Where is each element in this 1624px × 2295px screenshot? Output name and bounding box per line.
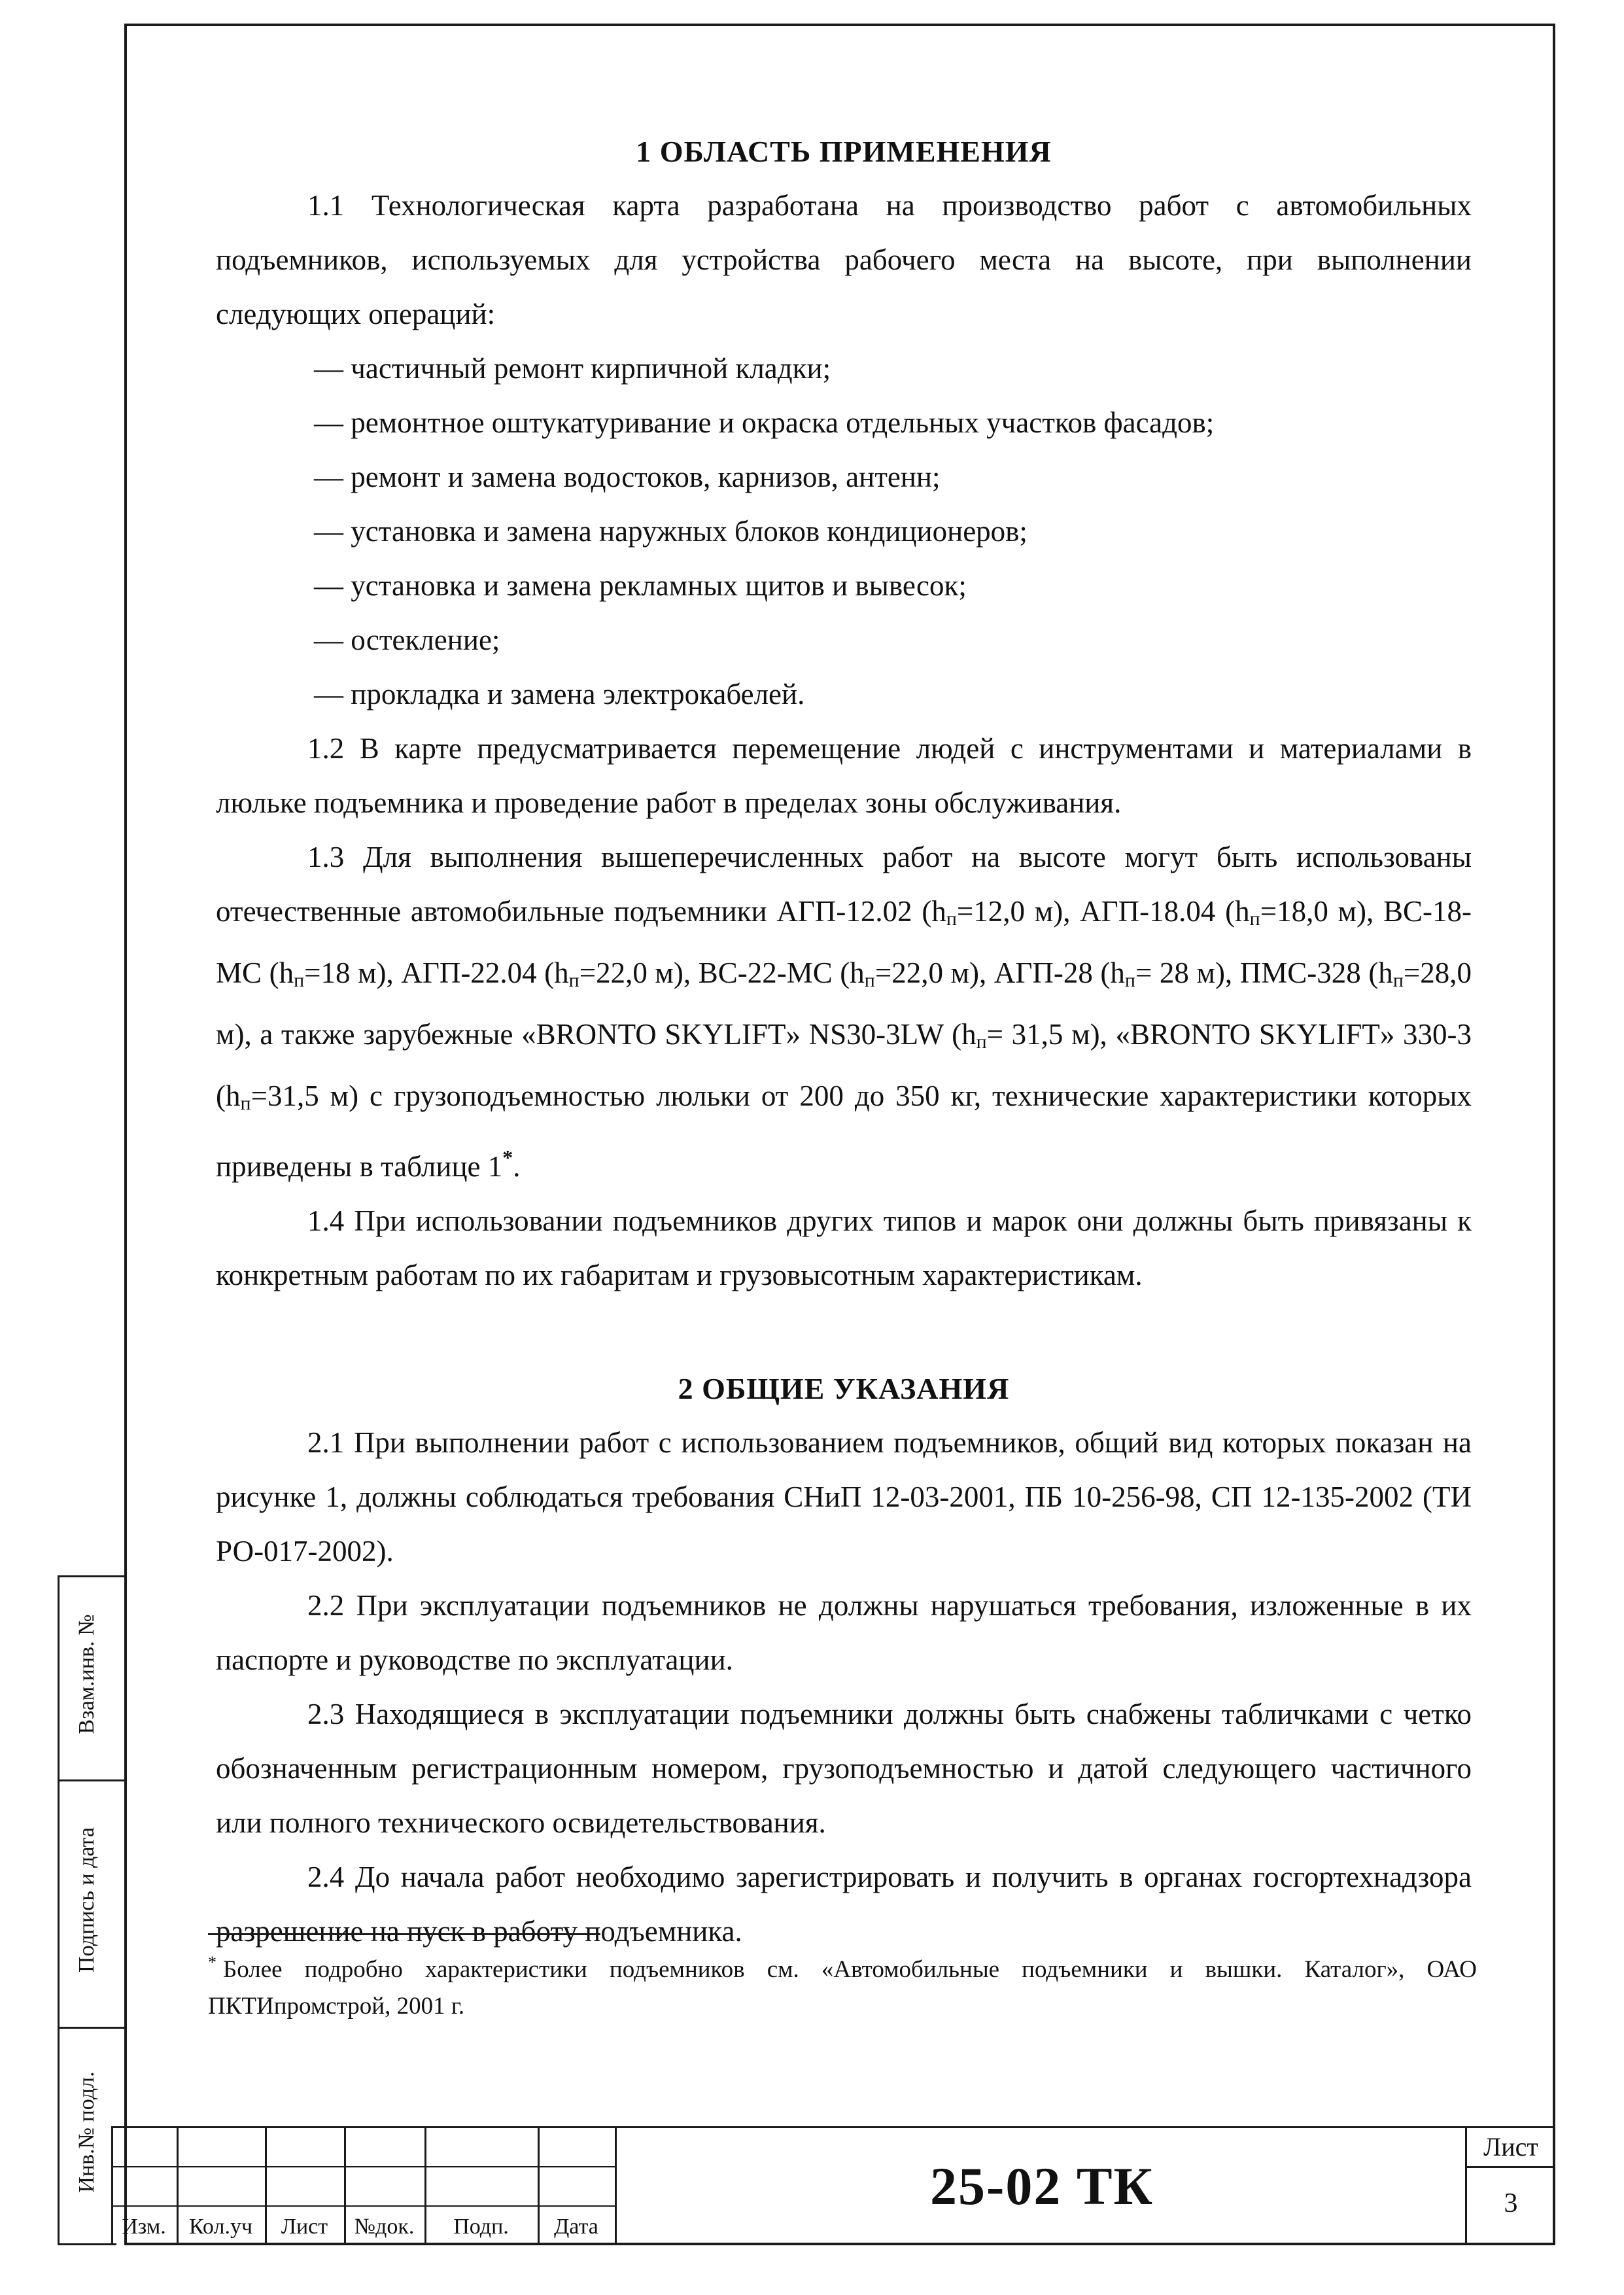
replacement-inventory-label: Взам.инв. № [75,1614,99,1734]
paragraph-2-4: 2.4 До начала работ необходимо зарегистрировать и получить в органах госгортехнадзора разрешение на пуск в работу подъемника. [216,1861,1472,1948]
footnote-divider [208,1933,600,1935]
paragraph-1-3: 1.3 Для выполнения вышеперечисленных работ на высоте могут быть использованы отечественные автомобильные подъемники АГП-12.02 ($h_п=12,0$ м), АГП-18.04 ($h_п=18,0$ м), ВС-18-МС ($h_п=18$ м), АГП-22.04 ($h_п=22,0$ м), ВС-22-МС ($h_п=22,0$ м), АГП-28 ($h_п= 28$ м), ПМС-328 ($h_п=28,0$ м), а также зарубежные «BRONTO SKYLIFT» NS30-3LW ($h_п= 31,5$ м), «BRONTO SKYLIFT» 330-3 ($h_п=31,5$ м) с грузоподъемностью люльки от 200 до 350 кг, технические характеристики которых приведены в таблице 1*. [216,841,1472,1183]
paragraph-1-2: 1.2 В карте предусматривается перемещение людей с инструментами и материалами в люльке подъемника и проведение работ в пределах зоны обслуживания. [216,732,1472,819]
column-header: №док. [354,2215,415,2239]
sheet-label: Лист [1467,2128,1555,2168]
column-header: Дата [554,2215,598,2239]
revision-table [111,2126,615,2245]
paragraph-1-4: 1.4 При использовании подъемников других типов и марок они должны быть привязаны к конкретным работам по их габаритам и грузовысотным характеристикам. [216,1204,1472,1291]
section-2-heading: 2 ОБЩИЕ УКАЗАНИЯ [678,1372,1010,1405]
section-1-heading: 1 ОБЛАСТЬ ПРИМЕНЕНИЯ [636,135,1052,168]
list-item: — ремонт и замена водостоков, карнизов, антенн; [314,461,941,493]
paragraph-2-1: 2.1 При выполнении работ с использованием подъемников, общий вид которых показан на рисунке 1, должны соблюдаться требования СНиП 12-03-2001, ПБ 10-256-98, СП 12-135-2002 (ТИ РО-017-2002). [216,1426,1472,1568]
signature-date-label: Подпись и дата [75,1827,99,1972]
operations-list [216,342,1472,722]
sheet-number: 3 [1504,2188,1518,2218]
list-item: — остекление; [314,623,500,656]
document-body [216,124,1472,1959]
paragraph-2-2: 2.2 При эксплуатации подъемников не должны нарушаться требования, изложенные в их паспорте и руководстве по эксплуатации. [216,1589,1472,1676]
list-item: — ремонтное оштукатуривание и окраска отдельных участков фасадов; [314,406,1215,439]
column-header: Изм. [122,2215,166,2239]
paragraph-2-3: 2.3 Находящиеся в эксплуатации подъемники должны быть снабжены табличками с четко обозначенным регистрационным номером, грузоподъемностью и датой следующего частичного или полного технического освидетельствования. [216,1698,1472,1839]
list-item: — частичный ремонт кирпичной кладки; [314,352,831,385]
paragraph-1-1: 1.1 Технологическая карта разработана на производство работ с автомобильных подъемников, используемых для устройства рабочего места на высоте, при выполнении следующих операций: [216,189,1472,330]
footnote: * Более подробно характеристики подъемников см. «Автомобильные подъемники и вышки. Каталог», ОАО ПКТИпромстрой, 2001 г. [208,1953,1477,2020]
column-header: Кол.уч [188,2215,253,2239]
document-code: 25-02 ТК [615,2126,1467,2245]
column-header: Лист [281,2215,328,2239]
sheet-cell [1465,2126,1553,2243]
original-inventory-label: Инв.№ подл. [75,2071,99,2193]
list-item: — установка и замена наружных блоков кондиционеров; [314,515,1028,548]
column-header: Подп. [453,2215,509,2239]
footnote-marker: * [502,1146,513,1169]
title-block [111,2126,1553,2243]
list-item: — установка и замена рекламных щитов и вывесок; [314,569,967,602]
list-item: — прокладка и замена электрокабелей. [314,678,805,710]
